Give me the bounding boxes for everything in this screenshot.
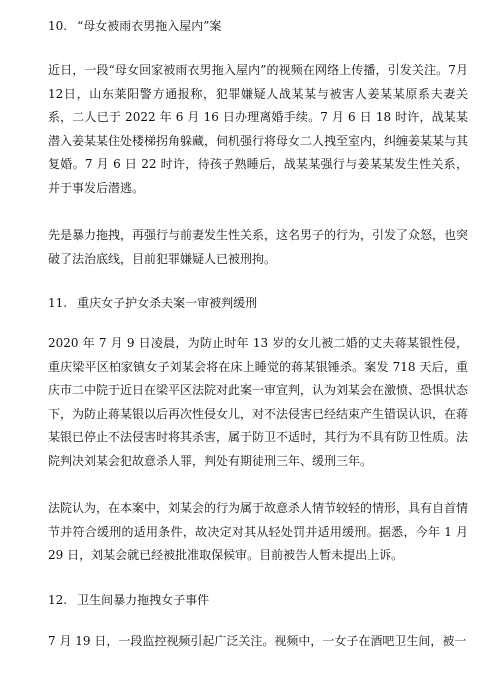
section-number: 10. <box>48 19 68 33</box>
section-heading <box>48 17 468 35</box>
section-heading <box>48 591 468 609</box>
section-title: “母女被雨衣男拖入屋内”案 <box>77 19 222 33</box>
section-number: 11. <box>48 296 68 310</box>
paragraph: 7 月 19 日，一段监控视频引起广泛关注。视频中，一女子在酒吧卫生间，被一 <box>48 633 467 648</box>
section-10 <box>48 17 468 271</box>
paragraph: 法院认为，在本案中，刘某会的行为属于故意杀人情节较轻的情形，具有自首情节并符合缓刑的适用条件，故决定对其从轻处罚并适用缓刑。据悉，今年 1 月29 日，刘某会就已经被批准取保候审。目前被告人暂未提出上诉。 <box>48 501 469 562</box>
section-title: 卫生间暴力拖拽女子事件 <box>77 592 210 607</box>
paragraph: 2020 年 7 月 9 日凌晨，为防止时年 13 岁的女儿被二婚的丈夫蒋某银性侵，重庆梁平区柏家镇女子刘某会将在床上睡觉的蒋某银锤杀。案发 718 天后，重庆市二中院于近日在梁平区法院对此案一审宣判，认为刘某会在激愤、恐惧状态下，为防止蒋某银以后再次性侵女儿，对不法侵害已经结束产生错误认识，在蒋某银已停止不法侵害时将其杀害，属于防卫不适时，其行为不具有防卫性质。法院判决刘某会犯故意杀人罪，判处有期徒刑三年、缓刑三年。 <box>48 336 469 468</box>
section-number: 12. <box>48 592 68 607</box>
section-12 <box>48 591 468 654</box>
document-page <box>48 8 468 653</box>
section-11 <box>48 294 468 568</box>
paragraph: 先是暴力拖拽，再强行与前妻发生性关系，这名男子的行为，引发了众怒，也突破了法治底线，目前犯罪嫌疑人已被刑拘。 <box>48 228 469 266</box>
paragraph: 近日，一段“母女回家被雨衣男拖入屋内”的视频在网络上传播，引发关注。7月12日，山东莱阳警方通报称，犯罪嫌疑人战某某与被害人姜某某原系夫妻关系，二人已于 2022 年 6 月 16 日办理离婚手续。7 月 6 日 18 时许，战某某潜入姜某某住处楼梯拐角躲藏，伺机强行将母女二人拽至室内，纠缠姜某某与其复婚。7 月 6 日 22 时许，待孩子熟睡后，战某某强行与姜某某发生性关系，并于事发后潜逃。 <box>48 63 469 195</box>
section-heading <box>48 294 468 312</box>
section-title: 重庆女子护女杀夫案一审被判缓刑 <box>77 296 258 310</box>
